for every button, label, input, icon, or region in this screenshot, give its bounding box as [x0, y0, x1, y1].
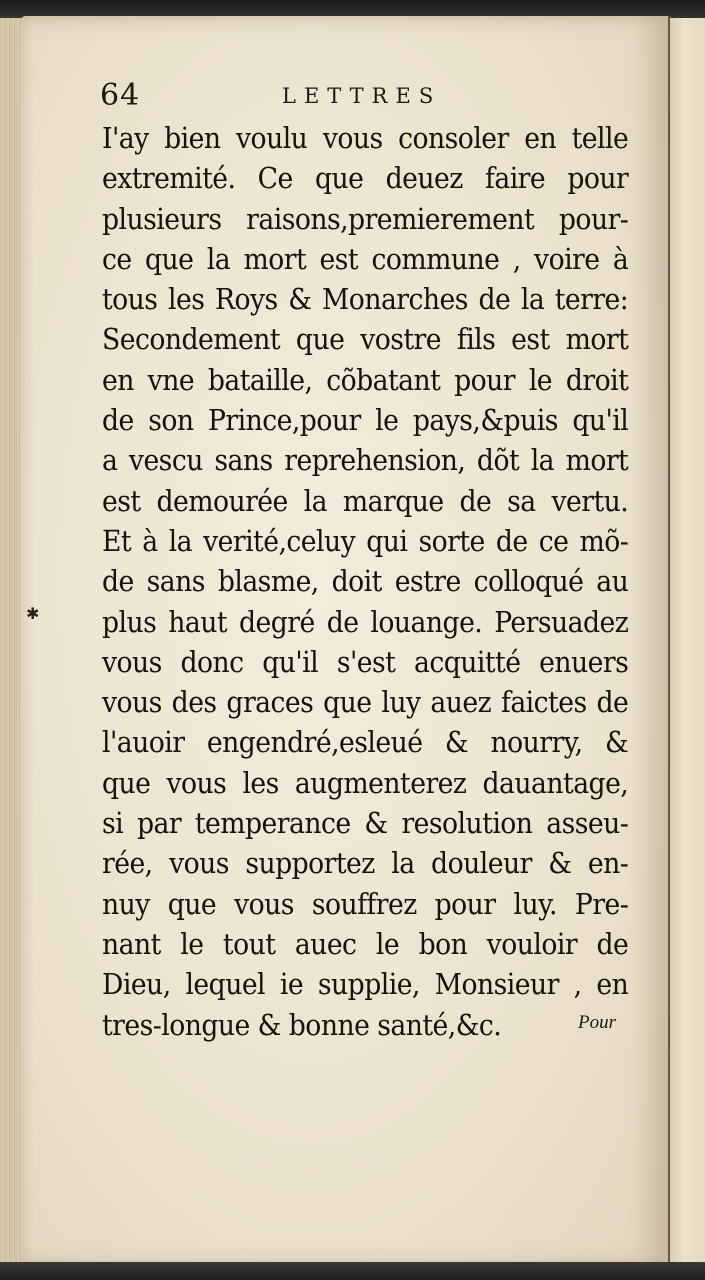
catchword: Pour — [578, 1012, 616, 1033]
book-cover-bottom — [0, 1262, 705, 1280]
text-line: I'ay bien voulu vous consoler en telle — [102, 121, 629, 155]
text-line: rée, vous supportez la douleur & en- — [102, 846, 629, 881]
text-line: vous donc qu'il s'est acquitté enuers — [102, 644, 629, 679]
text-line-last: tres-longue & bonne santé,&c. — [102, 1007, 502, 1042]
text-line: tous les Roys & Monarches de la terre: — [102, 282, 629, 317]
text-line: a vescu sans reprehension, dõt la mort — [102, 443, 629, 478]
facing-page-edge — [670, 18, 705, 1264]
text-line: Dieu, lequel ie supplie, Monsieur , en — [102, 967, 629, 1002]
text-line: l'auoir engendré,esleué & nourry, & — [102, 725, 629, 760]
text-line: Secondement que vostre fils est mort — [102, 322, 629, 357]
text-line: nuy que vous souffrez pour luy. Pre- — [102, 886, 629, 921]
text-line: que vous les augmenterez dauantage, — [102, 765, 629, 800]
text-line: de sans blasme, doit estre colloqué au — [102, 564, 629, 599]
text-line: Et à la verité,celuy qui sorte de ce mõ- — [102, 523, 629, 558]
text-line: ce que la mort est commune , voire à — [102, 241, 629, 276]
page-header — [100, 78, 620, 118]
text-line: plusieurs raisons,premierement pour- — [102, 201, 629, 236]
text-line: en vne bataille, cõbatant pour le droit — [102, 362, 629, 397]
margin-mark-icon: ✱ — [26, 604, 40, 623]
text-line: nant le tout auec le bon vouloir de — [102, 926, 629, 961]
text-line: extremité. Ce que deuez faire pour — [102, 161, 629, 196]
running-head: LETTRES — [282, 84, 442, 108]
text-line: plus haut degré de louange. Persuadez — [102, 604, 629, 639]
text-line: si par temperance & resolution asseu- — [102, 806, 629, 841]
page-number: 64 — [100, 78, 141, 113]
text-line: vous des graces que luy auez faictes de — [102, 685, 629, 720]
body-text — [102, 118, 632, 1045]
text-line: est demourée la marque de sa vertu. — [102, 483, 629, 518]
text-line: de son Prince,pour le pays,&puis qu'il — [102, 403, 629, 438]
